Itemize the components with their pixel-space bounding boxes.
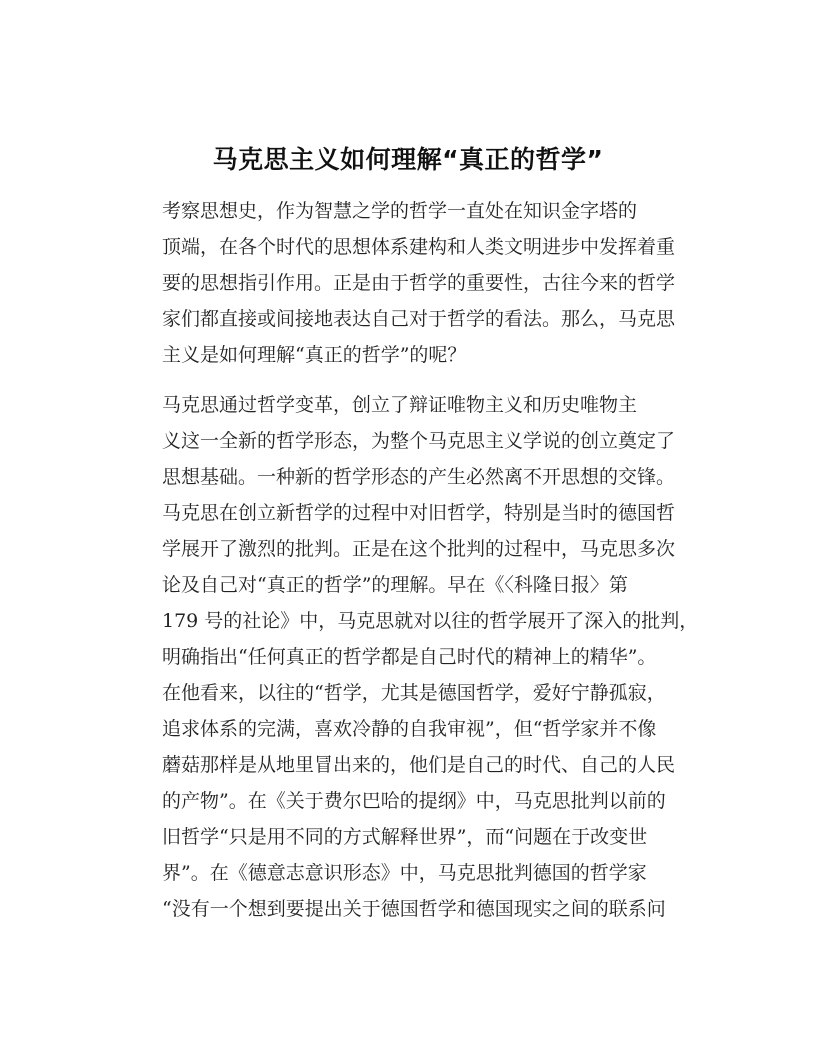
paragraph-2: [122, 387, 699, 927]
text-line: 义这一全新的哲学形态，为整个马克思主义学说的创立奠定了: [162, 430, 676, 452]
paragraph-1: [122, 193, 696, 373]
text-line: 179 号的社论》中，马克思就对以往的哲学展开了深入的批判，: [162, 610, 699, 632]
text-line: 明确指出“任何真正的哲学都是自己时代的精神上的精华”。: [162, 646, 657, 668]
text-line: 要的思想指引作用。正是由于哲学的重要性，古往今来的哲学: [162, 272, 676, 294]
text-line: 界”。在《德意志意识形态》中，马克思批判德国的哲学家: [162, 862, 647, 884]
text-line: 在他看来，以往的“哲学，尤其是德国哲学，爱好宁静孤寂，: [162, 682, 666, 704]
text-line: 的产物”。在《关于费尔巴哈的提纲》中，马克思批判以前的: [162, 790, 666, 812]
text-line: 思想基础。一种新的哲学形态的产生必然离不开思想的交锋。: [162, 466, 676, 488]
text-line: 蘑菇那样是从地里冒出来的，他们是自己的时代、自己的人民: [162, 754, 676, 776]
text-line: 顶端，在各个时代的思想体系建构和人类文明进步中发挥着重: [162, 236, 676, 258]
text-line: 旧哲学“只是用不同的方式解释世界”，而“问题在于改变世: [162, 826, 648, 848]
text-line: 主义是如何理解“真正的哲学”的呢？: [162, 344, 467, 366]
text-line: 马克思在创立新哲学的过程中对旧哲学，特别是当时的德国哲: [162, 502, 676, 524]
document-body: [122, 193, 699, 941]
text-line: 考察思想史，作为智慧之学的哲学一直处在知识金字塔的: [162, 200, 638, 222]
text-line: 马克思通过哲学变革，创立了辩证唯物主义和历史唯物主: [162, 394, 638, 416]
text-line: 学展开了激烈的批判。正是在这个批判的过程中，马克思多次: [162, 538, 676, 560]
document-title: 马克思主义如何理解“真正的哲学”: [212, 145, 604, 174]
text-line: “没有一个想到要提出关于德国哲学和德国现实之间的联系问: [162, 898, 666, 920]
text-line: 追求体系的完满，喜欢冷静的自我审视”，但“哲学家并不像: [162, 718, 657, 740]
text-line: 论及自己对“真正的哲学”的理解。早在《〈科隆日报〉第: [162, 574, 628, 596]
text-line: 家们都直接或间接地表达自己对于哲学的看法。那么，马克思: [162, 308, 676, 330]
